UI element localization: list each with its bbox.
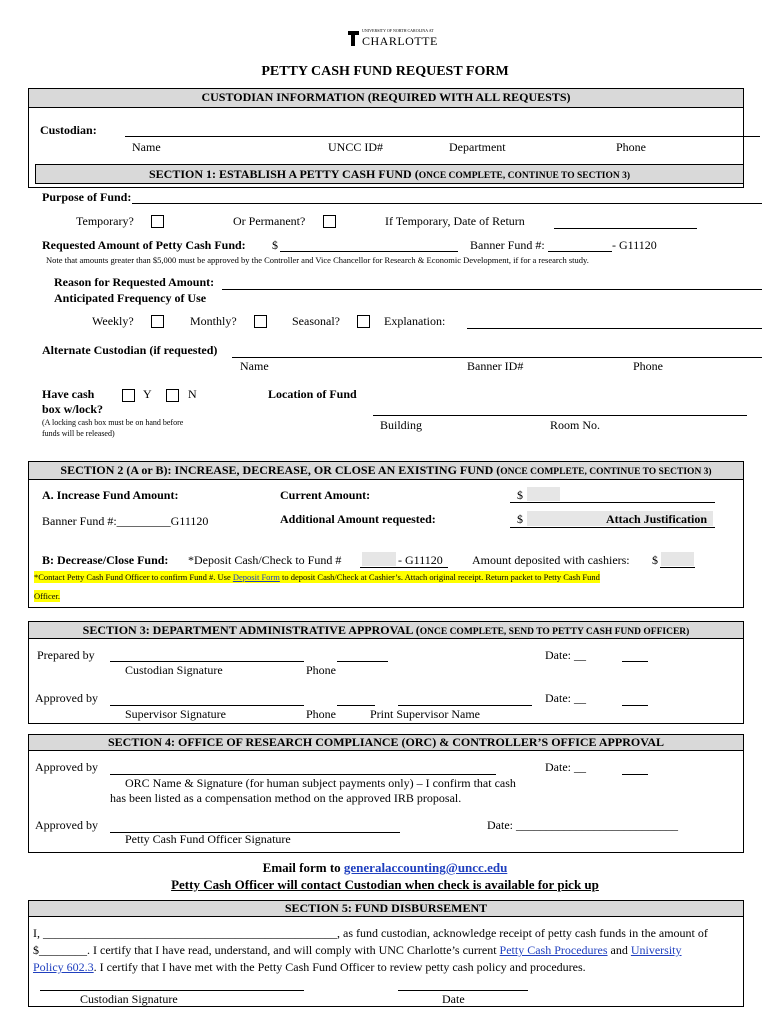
prepared-date[interactable]: Date: __ [545, 648, 586, 662]
increase-label: A. Increase Fund Amount: [42, 488, 179, 502]
officer-date[interactable]: Date: ___________________________ [487, 818, 678, 832]
supervisor-phone-field[interactable] [337, 705, 375, 706]
monthly-label: Monthly? [190, 314, 237, 328]
permanent-label: Or Permanent? [233, 214, 306, 228]
orc-caption-2: has been listed as a compensation method on the approved IRB proposal. [110, 791, 462, 805]
return-date-label: If Temporary, Date of Return [385, 214, 525, 228]
orc-approved-label: Approved by [35, 760, 98, 774]
requested-amount-dollar: $ [272, 238, 278, 252]
orc-date[interactable]: Date: __ [545, 760, 586, 774]
current-amount-dollar: $ [517, 488, 523, 502]
approved-by-label: Approved by [35, 691, 98, 705]
deposit-notice-text-2: to deposit Cash/Check at Cashier’s. Attach original receipt. Return packet to Petty Cash Fund [279, 572, 600, 582]
permanent-checkbox[interactable] [323, 215, 336, 228]
current-amount-field[interactable] [510, 502, 715, 503]
logo-top-text: UNIVERSITY OF NORTH CAROLINA AT [362, 28, 434, 33]
officer-approved-label: Approved by [35, 818, 98, 832]
amount-deposited-field[interactable] [660, 567, 695, 568]
banner-fund-field[interactable] [548, 251, 612, 252]
cashbox-label: Have cash [42, 387, 95, 401]
seasonal-checkbox[interactable] [357, 315, 370, 328]
disbursement-signature-field[interactable] [40, 990, 304, 991]
room-label: Room No. [550, 418, 601, 432]
contact-notice: Petty Cash Officer will contact Custodian when check is available for pick up [171, 877, 599, 892]
purpose-field[interactable] [132, 203, 762, 204]
orc-date-year[interactable] [622, 774, 648, 775]
cashbox-yes-label: Y [143, 387, 152, 401]
col-uncc-id: UNCC ID# [328, 140, 384, 154]
alt-col-phone: Phone [633, 359, 663, 373]
cashbox-no-label: N [188, 387, 197, 401]
cashbox-note-2: funds will be released) [42, 429, 115, 438]
section3-header-note: ONCE COMPLETE, SEND TO PETTY CASH FUND OFFICER) [419, 627, 690, 637]
deposit-label: *Deposit Cash/Check to Fund # [188, 553, 342, 567]
section5-header [28, 900, 744, 917]
custodian-field[interactable] [125, 136, 760, 137]
deposit-form-link[interactable]: Deposit Form [232, 572, 280, 582]
print-supervisor-caption: Print Supervisor Name [370, 707, 480, 721]
additional-amount-field[interactable] [510, 527, 715, 528]
cashbox-note-1: (A locking cash box must be on hand before [42, 418, 184, 427]
alt-col-banner: Banner ID# [467, 359, 524, 373]
location-label: Location of Fund [268, 387, 357, 401]
decrease-label: B: Decrease/Close Fund: [42, 553, 169, 567]
section1-header [35, 164, 744, 184]
section4-header-text: SECTION 4: OFFICE OF RESEARCH COMPLIANCE (ORC) & CONTROLLER’S OFFICE APPROVAL [107, 735, 665, 749]
prepared-signature-field[interactable] [110, 661, 304, 662]
monthly-checkbox[interactable] [254, 315, 267, 328]
alternate-custodian-field[interactable] [232, 357, 762, 358]
weekly-checkbox[interactable] [151, 315, 164, 328]
alternate-custodian-label: Alternate Custodian (if requested) [42, 343, 218, 357]
university-crown-icon [347, 29, 360, 47]
current-amount-label: Current Amount: [280, 488, 371, 502]
deposit-notice-text: *Contact Petty Cash Fund Officer to confirm Fund #. Use [34, 572, 233, 582]
section2-header-text: SECTION 2 (A or B): INCREASE, DECREASE, OR CLOSE AN EXISTING FUND ( [60, 463, 501, 477]
col-phone: Phone [616, 140, 646, 154]
orc-signature-field[interactable] [110, 774, 496, 775]
orc-caption-1: ORC Name & Signature (for human subject payments only) – I confirm that cash [125, 776, 516, 790]
disbursement-and: and [607, 943, 631, 957]
building-label: Building [380, 418, 423, 432]
disbursement-signature-caption: Custodian Signature [80, 992, 178, 1006]
additional-amount-label: Additional Amount requested: [280, 512, 436, 526]
current-amount-input[interactable] [527, 487, 560, 501]
section3-header [28, 621, 744, 639]
approved-date-year[interactable] [622, 705, 648, 706]
custodian-header-text: CUSTODIAN INFORMATION (REQUIRED WITH ALL REQUESTS) [201, 90, 571, 104]
deposit-fund-field[interactable] [360, 567, 398, 568]
email-link[interactable]: generalaccounting@uncc.edu [343, 860, 508, 875]
section2-box [28, 461, 744, 608]
reason-field[interactable] [222, 289, 762, 290]
deposit-g-code-line [398, 567, 448, 568]
seasonal-label: Seasonal? [292, 314, 340, 328]
disbursement-line-1: I, _________________________________________________, as fund custodian, acknowledge receipt of petty cash funds in the amount of [33, 926, 708, 940]
banner-fund-label: Banner Fund #: [470, 238, 545, 252]
email-instruction [0, 860, 770, 876]
university-policy-link[interactable]: University [630, 943, 682, 957]
location-field[interactable] [373, 415, 747, 416]
section3-header-text: SECTION 3: DEPARTMENT ADMINISTRATIVE APPROVAL ( [82, 623, 420, 637]
supervisor-phone-caption: Phone [306, 707, 336, 721]
col-name: Name [132, 140, 161, 154]
approved-date[interactable]: Date: __ [545, 691, 586, 705]
attach-justification: Attach Justification [606, 512, 707, 526]
banner-fund-increase[interactable]: Banner Fund #:_________G11120 [42, 514, 209, 528]
custodian-signature-caption: Custodian Signature [125, 663, 223, 677]
amount-deposited-input[interactable] [661, 552, 694, 566]
email-prefix: Email form to [262, 860, 344, 875]
cashbox-label-2: box w/lock? [42, 402, 104, 416]
university-policy-link-2[interactable]: Policy 602.3 [33, 960, 94, 974]
logo [347, 28, 438, 50]
amount-note: Note that amounts greater than $5,000 must be approved by the Controller and Vice Chancellor for Research & Economic Development, if for a research study. [46, 255, 589, 265]
col-department: Department [449, 140, 506, 154]
frequency-label: Anticipated Frequency of Use [54, 291, 207, 305]
supervisor-signature-caption: Supervisor Signature [125, 707, 226, 721]
deposit-g-code: - G11120 [398, 553, 443, 567]
additional-amount-dollar: $ [517, 512, 523, 526]
reason-label: Reason for Requested Amount: [54, 275, 215, 289]
prepared-by-label: Prepared by [37, 648, 95, 662]
section2-header-note: ONCE COMPLETE, CONTINUE TO SECTION 3) [500, 467, 712, 477]
prepared-phone-caption: Phone [306, 663, 336, 677]
return-date-field[interactable] [554, 228, 697, 229]
disbursement-line-2 [33, 943, 682, 958]
alt-col-name: Name [240, 359, 269, 373]
amount-deposited-dollar: $ [652, 553, 658, 567]
officer-signature-caption: Petty Cash Fund Officer Signature [125, 832, 291, 846]
section4-header [28, 734, 744, 751]
logo-name: CHARLOTTE [362, 34, 438, 48]
explanation-field[interactable] [467, 328, 762, 329]
disbursement-text: $________. I certify that I have read, understand, and will comply with UNC Charlotte’s current [33, 943, 500, 957]
banner-fund-g-code: - G11120 [612, 238, 657, 252]
form-title: PETTY CASH FUND REQUEST FORM [261, 64, 509, 79]
print-supervisor-field[interactable] [398, 705, 532, 706]
disbursement-date-caption: Date [442, 992, 465, 1006]
temporary-checkbox[interactable] [151, 215, 164, 228]
cashbox-no-checkbox[interactable] [166, 389, 179, 402]
petty-cash-procedures-link[interactable]: Petty Cash Procedures [499, 943, 608, 957]
prepared-phone-field[interactable] [337, 661, 388, 662]
purpose-label: Purpose of Fund: [42, 190, 132, 204]
weekly-label: Weekly? [92, 314, 134, 328]
section1-header-text: SECTION 1: ESTABLISH A PETTY CASH FUND ( [148, 167, 419, 181]
deposit-notice [34, 571, 600, 583]
prepared-date-year[interactable] [622, 661, 648, 662]
deposit-notice-line-2: Officer. [34, 591, 61, 601]
cashbox-yes-checkbox[interactable] [122, 389, 135, 402]
section5-header-text: SECTION 5: FUND DISBURSEMENT [284, 901, 488, 915]
supervisor-signature-field[interactable] [110, 705, 304, 706]
disbursement-date-field[interactable] [398, 990, 528, 991]
custodian-header [28, 88, 744, 108]
section1-header-note: ONCE COMPLETE, CONTINUE TO SECTION 3) [418, 171, 631, 181]
disbursement-line-3 [33, 960, 586, 975]
deposit-fund-input[interactable] [362, 552, 396, 566]
explanation-label: Explanation: [384, 314, 446, 328]
temporary-label: Temporary? [76, 214, 134, 228]
requested-amount-label: Requested Amount of Petty Cash Fund: [42, 238, 246, 252]
disbursement-text-3: . I certify that I have met with the Petty Cash Fund Officer to review petty cash policy and procedures. [93, 960, 586, 974]
requested-amount-field[interactable] [280, 251, 458, 252]
custodian-label: Custodian: [40, 123, 97, 137]
section2-header [28, 461, 744, 480]
amount-deposited-label: Amount deposited with cashiers: [472, 553, 630, 567]
